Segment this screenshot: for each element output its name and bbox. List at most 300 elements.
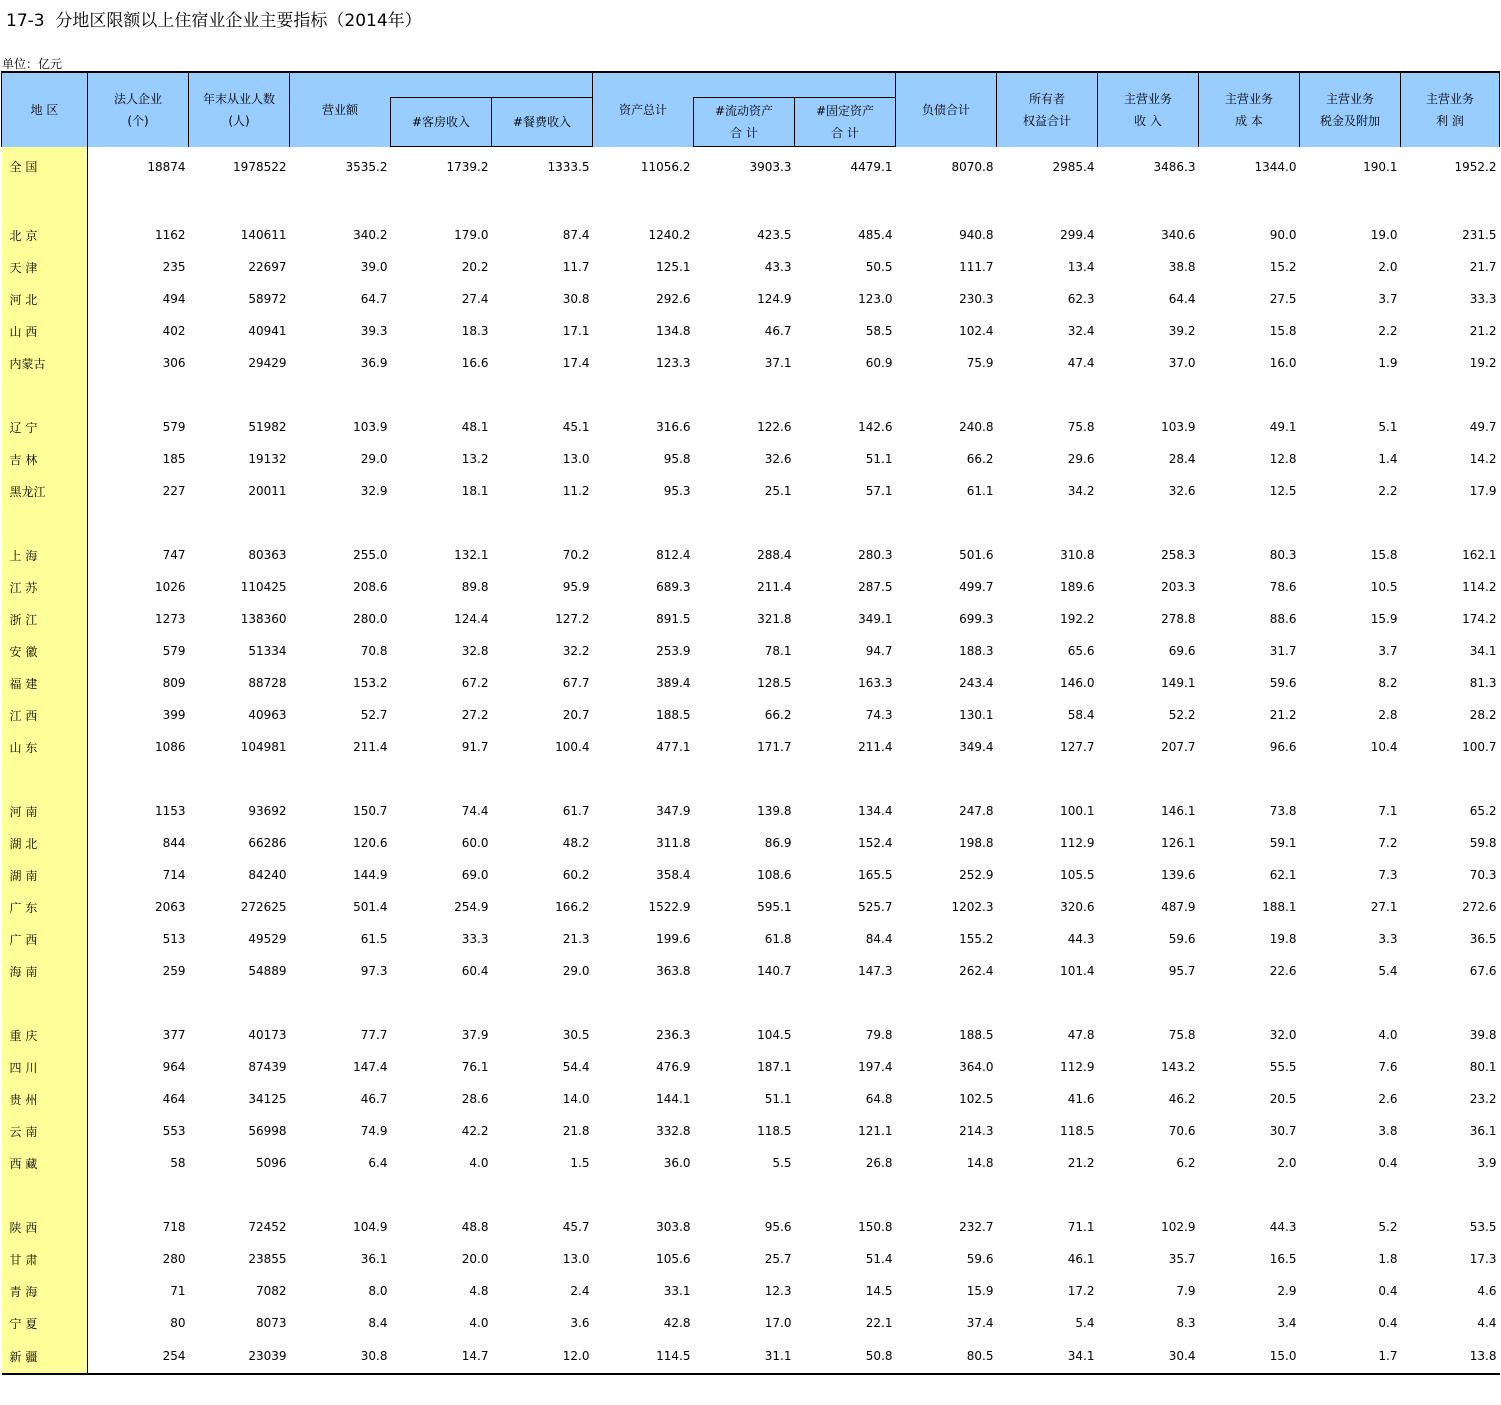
value-cell: 70.2 xyxy=(562,548,590,562)
table-row xyxy=(2,539,1500,571)
header-room-revenue: #客房收入 xyxy=(391,98,492,147)
value-cell: 46.2 xyxy=(1168,1092,1196,1106)
empty-cell xyxy=(694,507,795,539)
value-cell: 18.1 xyxy=(461,484,489,498)
table-row xyxy=(2,635,1500,667)
value-cell: 94.7 xyxy=(865,644,893,658)
value-cell: 34.1 xyxy=(1469,644,1497,658)
value-cell: 58.4 xyxy=(1067,708,1095,722)
value-cell: 32.2 xyxy=(562,644,590,658)
value-cell: 118.5 xyxy=(757,1124,792,1138)
value-cell: 1.9 xyxy=(1378,356,1398,370)
value-cell: 21.2 xyxy=(1269,708,1297,722)
value-cell: 102.4 xyxy=(959,324,994,338)
value-cell: 61.7 xyxy=(562,804,590,818)
value-cell: 104.9 xyxy=(353,1220,388,1234)
value-cell: 7.9 xyxy=(1176,1284,1196,1298)
value-cell: 240.8 xyxy=(959,420,994,434)
empty-cell xyxy=(795,763,896,795)
table-row xyxy=(2,251,1500,283)
value-cell: 0.4 xyxy=(1378,1316,1398,1330)
value-cell: 1952.2 xyxy=(1454,159,1497,174)
header-employees-line1: 年末从业人数 xyxy=(202,91,275,106)
value-cell: 1153 xyxy=(154,804,186,818)
header-fixed-assets-line2: 合 计 xyxy=(831,126,859,140)
value-cell: 30.5 xyxy=(562,1028,590,1042)
value-cell: 171.7 xyxy=(757,740,792,754)
table-row xyxy=(2,827,1500,859)
value-cell: 51.4 xyxy=(865,1252,893,1266)
value-cell: 21.7 xyxy=(1469,260,1497,274)
region-cell: 全 国 xyxy=(2,147,88,188)
empty-cell xyxy=(997,379,1098,411)
value-cell: 197.4 xyxy=(858,1060,893,1074)
value-cell: 8.0 xyxy=(368,1284,388,1298)
empty-cell xyxy=(1300,507,1401,539)
value-cell: 14.7 xyxy=(391,1339,492,1374)
value-cell: 1162 xyxy=(154,228,186,242)
value-cell: 236.3 xyxy=(656,1028,691,1042)
value-cell: 21.2 xyxy=(1067,1156,1095,1170)
value-cell: 114.5 xyxy=(593,1339,694,1374)
value-cell: 272625 xyxy=(240,900,287,914)
value-cell: 36.9 xyxy=(360,356,388,370)
empty-cell xyxy=(1199,187,1300,219)
value-cell: 254.9 xyxy=(454,900,489,914)
empty-cell xyxy=(795,379,896,411)
value-cell: 51.1 xyxy=(865,452,893,466)
header-main-profit-line2: 利 润 xyxy=(1436,113,1464,128)
value-cell: 747 xyxy=(162,548,186,562)
value-cell: 150.7 xyxy=(353,804,388,818)
region-cell: 宁 夏 xyxy=(2,1307,88,1339)
value-cell: 124.9 xyxy=(757,292,792,306)
header-enterprises xyxy=(88,72,189,147)
value-cell: 34125 xyxy=(248,1092,287,1106)
header-assets-group-2 xyxy=(795,72,896,98)
value-cell: 122.6 xyxy=(757,420,792,434)
value-cell: 30.7 xyxy=(1269,1124,1297,1138)
table-row xyxy=(2,923,1500,955)
empty-cell xyxy=(391,1179,492,1211)
header-equity-line1: 所有者 xyxy=(1028,91,1065,106)
value-cell: 1.4 xyxy=(1378,452,1398,466)
value-cell: 23.2 xyxy=(1469,1092,1497,1106)
region-cell: 浙 江 xyxy=(2,603,88,635)
empty-cell xyxy=(189,187,290,219)
value-cell: 192.2 xyxy=(1060,612,1095,626)
header-main-cost-line2: 成 本 xyxy=(1235,113,1263,128)
value-cell: 17.2 xyxy=(1067,1284,1095,1298)
table-row xyxy=(2,955,1500,987)
value-cell: 299.4 xyxy=(1060,228,1095,242)
empty-cell xyxy=(694,187,795,219)
value-cell: 127.7 xyxy=(1060,740,1095,754)
value-cell: 28.4 xyxy=(1168,452,1196,466)
table-row xyxy=(2,1307,1500,1339)
value-cell: 67.2 xyxy=(461,676,489,690)
value-cell: 0.4 xyxy=(1378,1156,1398,1170)
value-cell: 321.8 xyxy=(757,612,792,626)
value-cell: 21.3 xyxy=(562,932,590,946)
value-cell: 57.1 xyxy=(865,484,893,498)
value-cell: 11056.2 xyxy=(640,159,691,174)
value-cell: 22.6 xyxy=(1269,964,1297,978)
region-cell: 江 西 xyxy=(2,699,88,731)
value-cell: 423.5 xyxy=(757,228,792,242)
value-cell: 258.3 xyxy=(1161,548,1196,562)
value-cell: 49.7 xyxy=(1469,420,1497,434)
value-cell: 494 xyxy=(162,292,186,306)
value-cell: 464 xyxy=(162,1092,186,1106)
value-cell: 199.6 xyxy=(656,932,691,946)
empty-cell xyxy=(593,507,694,539)
value-cell: 6.2 xyxy=(1176,1156,1196,1170)
value-cell: 211.4 xyxy=(353,740,388,754)
empty-cell xyxy=(896,987,997,1019)
value-cell: 22.1 xyxy=(865,1316,893,1330)
region-cell: 辽 宁 xyxy=(2,411,88,443)
region-cell: 安 徽 xyxy=(2,635,88,667)
region-cell-empty xyxy=(2,763,88,795)
value-cell: 7.3 xyxy=(1378,868,1398,882)
region-cell-empty xyxy=(2,1179,88,1211)
value-cell: 155.2 xyxy=(959,932,994,946)
value-cell: 399 xyxy=(162,708,186,722)
table-row xyxy=(2,1339,1500,1374)
value-cell: 280.3 xyxy=(858,548,893,562)
value-cell: 812.4 xyxy=(656,548,691,562)
value-cell: 61.1 xyxy=(966,484,994,498)
value-cell: 27.2 xyxy=(461,708,489,722)
table-row xyxy=(2,411,1500,443)
value-cell: 77.7 xyxy=(360,1028,388,1042)
value-cell: 13.4 xyxy=(1067,260,1095,274)
empty-cell xyxy=(492,187,593,219)
empty-cell xyxy=(88,379,189,411)
table-row xyxy=(2,1211,1500,1243)
empty-cell xyxy=(189,507,290,539)
value-cell: 45.1 xyxy=(562,420,590,434)
value-cell: 58972 xyxy=(248,292,287,306)
empty-cell xyxy=(492,379,593,411)
empty-cell xyxy=(795,987,896,1019)
value-cell: 102.5 xyxy=(959,1092,994,1106)
value-cell: 29.6 xyxy=(1067,452,1095,466)
value-cell: 188.5 xyxy=(656,708,691,722)
value-cell: 278.8 xyxy=(1161,612,1196,626)
value-cell: 20.0 xyxy=(461,1252,489,1266)
value-cell: 5.4 xyxy=(1378,964,1398,978)
value-cell: 349.1 xyxy=(858,612,893,626)
empty-cell xyxy=(896,379,997,411)
value-cell: 6.4 xyxy=(368,1156,388,1170)
value-cell: 363.8 xyxy=(656,964,691,978)
empty-cell xyxy=(189,763,290,795)
value-cell: 198.8 xyxy=(959,836,994,850)
value-cell: 91.7 xyxy=(461,740,489,754)
value-cell: 58 xyxy=(170,1156,186,1170)
value-cell: 80363 xyxy=(248,548,287,562)
value-cell: 87439 xyxy=(248,1060,287,1074)
empty-cell xyxy=(593,763,694,795)
empty-cell xyxy=(1300,187,1401,219)
value-cell: 1026 xyxy=(154,580,186,594)
spacer-row xyxy=(2,379,1500,411)
value-cell: 5.1 xyxy=(1378,420,1398,434)
value-cell: 340.6 xyxy=(1161,228,1196,242)
table-body xyxy=(2,147,1500,1375)
empty-cell xyxy=(1098,507,1199,539)
table-header xyxy=(2,72,1500,147)
header-current-assets xyxy=(694,98,795,147)
value-cell: 2.9 xyxy=(1277,1284,1297,1298)
value-cell: 2.2 xyxy=(1378,484,1398,498)
value-cell: 73.8 xyxy=(1269,804,1297,818)
value-cell: 118.5 xyxy=(1060,1124,1095,1138)
value-cell: 32.4 xyxy=(1067,324,1095,338)
value-cell: 13.8 xyxy=(1401,1339,1500,1374)
table-row xyxy=(2,667,1500,699)
value-cell: 2.4 xyxy=(570,1284,590,1298)
value-cell: 187.1 xyxy=(757,1060,792,1074)
empty-cell xyxy=(795,507,896,539)
value-cell: 377 xyxy=(162,1028,186,1042)
header-main-cost-line1: 主营业务 xyxy=(1224,91,1273,106)
value-cell: 39.0 xyxy=(360,260,388,274)
value-cell: 19.8 xyxy=(1269,932,1297,946)
value-cell: 61.8 xyxy=(764,932,792,946)
value-cell: 105.5 xyxy=(1060,868,1095,882)
region-cell: 福 建 xyxy=(2,667,88,699)
value-cell: 11.7 xyxy=(562,260,590,274)
empty-cell xyxy=(795,187,896,219)
value-cell: 17.1 xyxy=(562,324,590,338)
value-cell: 1240.2 xyxy=(648,228,691,242)
region-cell: 内蒙古 xyxy=(2,347,88,379)
empty-cell xyxy=(1401,507,1500,539)
value-cell: 127.2 xyxy=(555,612,590,626)
table-row xyxy=(2,475,1500,507)
value-cell: 140.7 xyxy=(757,964,792,978)
value-cell: 75.9 xyxy=(966,356,994,370)
value-cell: 3903.3 xyxy=(749,160,792,174)
value-cell: 50.5 xyxy=(865,260,893,274)
value-cell: 5096 xyxy=(255,1156,287,1170)
empty-cell xyxy=(1199,987,1300,1019)
header-enterprises-line2: (个) xyxy=(127,113,149,128)
value-cell: 844 xyxy=(162,836,186,850)
value-cell: 311.8 xyxy=(656,836,691,850)
header-main-income-line2: 收 入 xyxy=(1134,113,1162,128)
value-cell: 41.6 xyxy=(1067,1092,1095,1106)
value-cell: 97.3 xyxy=(360,964,388,978)
table-row xyxy=(2,347,1500,379)
value-cell: 595.1 xyxy=(757,900,792,914)
table-row xyxy=(2,443,1500,475)
value-cell: 34.1 xyxy=(997,1339,1098,1374)
value-cell: 32.0 xyxy=(1269,1028,1297,1042)
empty-cell xyxy=(290,987,391,1019)
value-cell: 42.2 xyxy=(461,1124,489,1138)
value-cell: 80 xyxy=(170,1316,186,1330)
value-cell: 203.3 xyxy=(1161,580,1196,594)
empty-cell xyxy=(1199,1179,1300,1211)
header-main-cost xyxy=(1199,72,1300,147)
empty-cell xyxy=(1199,379,1300,411)
table-row xyxy=(2,795,1500,827)
value-cell: 30.4 xyxy=(1098,1339,1199,1374)
value-cell: 7.1 xyxy=(1378,804,1398,818)
value-cell: 16.5 xyxy=(1269,1252,1297,1266)
header-employees xyxy=(189,72,290,147)
value-cell: 174.2 xyxy=(1462,612,1497,626)
region-cell: 重 庆 xyxy=(2,1019,88,1051)
value-cell: 64.8 xyxy=(865,1092,893,1106)
value-cell: 15.0 xyxy=(1199,1339,1300,1374)
table-row xyxy=(2,571,1500,603)
header-total-assets: 资产总计 xyxy=(593,72,694,147)
value-cell: 144.9 xyxy=(353,868,388,882)
value-cell: 33.3 xyxy=(461,932,489,946)
empty-cell xyxy=(492,507,593,539)
value-cell: 364.0 xyxy=(959,1060,994,1074)
value-cell: 1086 xyxy=(154,740,186,754)
value-cell: 27.1 xyxy=(1370,900,1398,914)
region-cell: 上 海 xyxy=(2,539,88,571)
empty-cell xyxy=(795,1179,896,1211)
value-cell: 1522.9 xyxy=(648,900,691,914)
value-cell: 59.6 xyxy=(1269,676,1297,690)
empty-cell xyxy=(290,379,391,411)
value-cell: 153.2 xyxy=(353,676,388,690)
empty-cell xyxy=(1300,379,1401,411)
value-cell: 15.9 xyxy=(1370,612,1398,626)
value-cell: 67.6 xyxy=(1469,964,1497,978)
value-cell: 3.8 xyxy=(1378,1124,1398,1138)
value-cell: 47.8 xyxy=(1067,1028,1095,1042)
value-cell: 214.3 xyxy=(959,1124,994,1138)
empty-cell xyxy=(290,1179,391,1211)
value-cell: 232.7 xyxy=(959,1220,994,1234)
empty-cell xyxy=(88,187,189,219)
value-cell: 39.8 xyxy=(1469,1028,1497,1042)
value-cell: 120.6 xyxy=(353,836,388,850)
value-cell: 5.5 xyxy=(772,1156,792,1170)
value-cell: 37.4 xyxy=(966,1316,994,1330)
value-cell: 280 xyxy=(162,1252,186,1266)
empty-cell xyxy=(1098,379,1199,411)
empty-cell xyxy=(593,1179,694,1211)
value-cell: 36.0 xyxy=(663,1156,691,1170)
value-cell: 38.8 xyxy=(1168,260,1196,274)
value-cell: 349.4 xyxy=(959,740,994,754)
value-cell: 39.3 xyxy=(360,324,388,338)
empty-cell xyxy=(189,379,290,411)
value-cell: 44.3 xyxy=(1269,1220,1297,1234)
value-cell: 15.8 xyxy=(1370,548,1398,562)
value-cell: 86.9 xyxy=(764,836,792,850)
empty-cell xyxy=(492,763,593,795)
value-cell: 718 xyxy=(162,1220,186,1234)
empty-cell xyxy=(997,187,1098,219)
value-cell: 45.7 xyxy=(562,1220,590,1234)
empty-cell xyxy=(1098,1179,1199,1211)
region-cell: 河 南 xyxy=(2,795,88,827)
value-cell: 134.8 xyxy=(656,324,691,338)
value-cell: 287.5 xyxy=(858,580,893,594)
value-cell: 84240 xyxy=(248,868,287,882)
value-cell: 27.5 xyxy=(1269,292,1297,306)
value-cell: 66.2 xyxy=(966,452,994,466)
empty-cell xyxy=(997,987,1098,1019)
value-cell: 332.8 xyxy=(656,1124,691,1138)
value-cell: 4.0 xyxy=(1378,1028,1398,1042)
value-cell: 8.2 xyxy=(1378,676,1398,690)
value-cell: 75.8 xyxy=(1168,1028,1196,1042)
value-cell: 17.3 xyxy=(1469,1252,1497,1266)
value-cell: 40941 xyxy=(248,324,287,338)
value-cell: 190.1 xyxy=(1363,159,1398,174)
value-cell: 162.1 xyxy=(1462,548,1497,562)
value-cell: 59.6 xyxy=(1168,932,1196,946)
empty-cell xyxy=(88,763,189,795)
value-cell: 501.6 xyxy=(959,548,994,562)
value-cell: 513 xyxy=(162,932,186,946)
value-cell: 208.6 xyxy=(353,580,388,594)
table-row xyxy=(2,731,1500,763)
header-food-revenue: #餐费收入 xyxy=(492,98,593,147)
value-cell: 103.9 xyxy=(353,420,388,434)
value-cell: 16.6 xyxy=(461,356,489,370)
region-cell: 陕 西 xyxy=(2,1211,88,1243)
value-cell: 100.7 xyxy=(1462,740,1497,754)
value-cell: 12.5 xyxy=(1269,484,1297,498)
value-cell: 150.8 xyxy=(858,1220,893,1234)
value-cell: 7.2 xyxy=(1378,836,1398,850)
empty-cell xyxy=(997,1179,1098,1211)
value-cell: 19132 xyxy=(248,452,287,466)
value-cell: 46.1 xyxy=(1067,1252,1095,1266)
header-equity-line2: 权益合计 xyxy=(1022,113,1071,128)
empty-cell xyxy=(694,379,795,411)
empty-cell xyxy=(1199,763,1300,795)
value-cell: 10.4 xyxy=(1370,740,1398,754)
value-cell: 402 xyxy=(162,324,186,338)
value-cell: 2985.4 xyxy=(1052,159,1095,174)
value-cell: 17.0 xyxy=(764,1316,792,1330)
value-cell: 22697 xyxy=(248,260,287,274)
value-cell: 101.4 xyxy=(1060,964,1095,978)
table-title: 17-3 分地区限额以上住宿业企业主要指标（2014年） xyxy=(6,11,422,31)
value-cell: 64.7 xyxy=(360,292,388,306)
value-cell: 42.8 xyxy=(663,1316,691,1330)
value-cell: 15.2 xyxy=(1269,260,1297,274)
value-cell: 13.2 xyxy=(461,452,489,466)
empty-cell xyxy=(290,763,391,795)
value-cell: 48.1 xyxy=(461,420,489,434)
value-cell: 121.1 xyxy=(858,1124,893,1138)
header-enterprises-line1: 法人企业 xyxy=(113,91,162,106)
region-cell: 黑龙江 xyxy=(2,475,88,507)
value-cell: 78.6 xyxy=(1269,580,1297,594)
value-cell: 88.6 xyxy=(1269,612,1297,626)
value-cell: 132.1 xyxy=(454,548,489,562)
value-cell: 163.3 xyxy=(858,676,893,690)
value-cell: 49529 xyxy=(248,932,287,946)
value-cell: 3.3 xyxy=(1378,932,1398,946)
empty-cell xyxy=(1300,1179,1401,1211)
